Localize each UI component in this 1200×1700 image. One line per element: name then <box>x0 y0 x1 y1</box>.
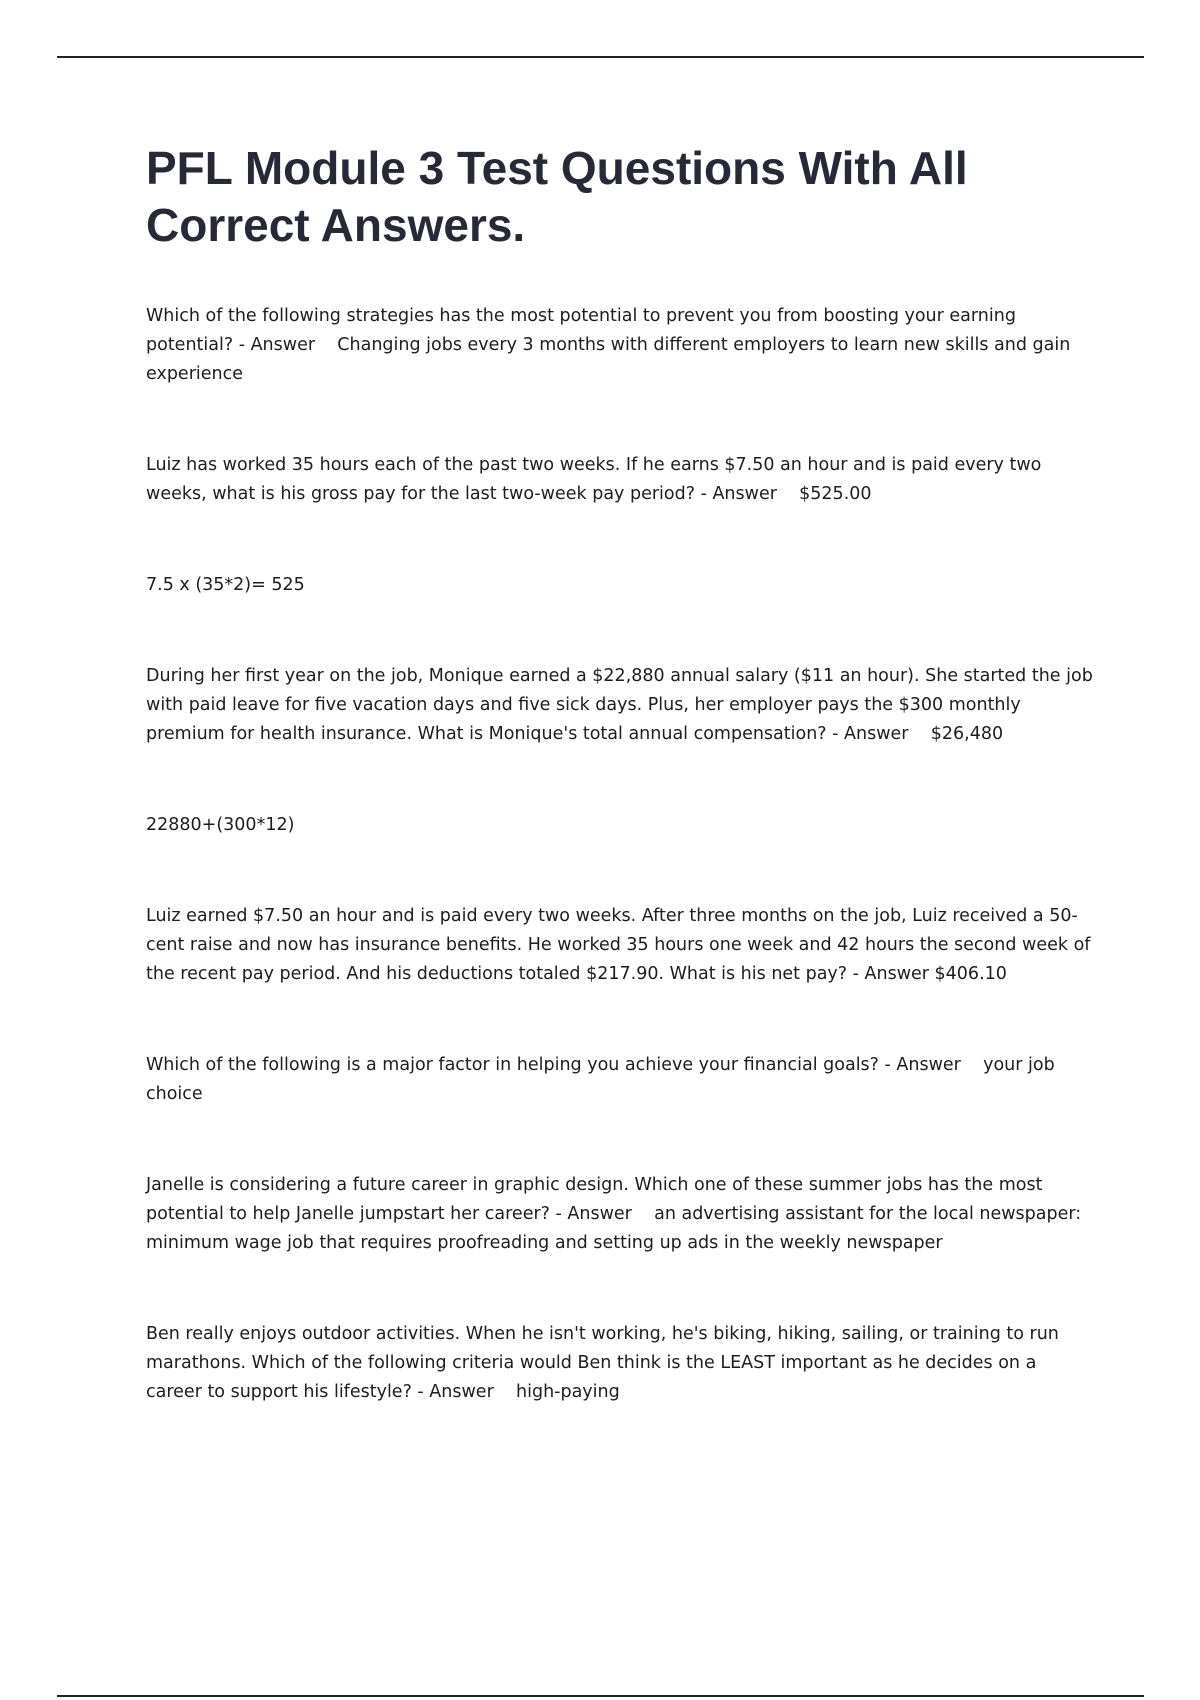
top-divider <box>57 56 1144 58</box>
qa-block-7: Ben really enjoys outdoor activities. When he isn't working, he's biking, hiking, sailing, or training to run marathons. Which of the following criteria would Ben think is the LEAST important as he decides on a career to support his lifestyle? - Answer high-paying <box>146 1324 1065 1402</box>
bottom-divider <box>57 1695 1144 1697</box>
qa-block-5: Which of the following is a major factor in helping you achieve your financial goals? - Answer your job choice <box>146 1055 1061 1104</box>
qa-block-6: Janelle is considering a future career in graphic design. Which one of these summer jobs has the most potential to help Janelle jumpstart her career? - Answer an advertising assistant for the local newspaper: minimum wage job that requires proofreading and setting up ads in the weekly newspaper <box>146 1175 1087 1253</box>
calculation-note-2: 22880+(300*12) <box>146 815 295 835</box>
qa-block-1: Which of the following strategies has the most potential to prevent you from boosting your earning potential? - Answer Changing jobs every 3 months with different employers to learn new skills and gain experience <box>146 306 1076 384</box>
qa-block-3: During her first year on the job, Monique earned a $22,880 annual salary ($11 an hour). She started the job with paid leave for five vacation days and five sick days. Plus, her employer pays the $300 monthly premium for health insurance. What is Monique's total annual compensation? - Answer $26,480 <box>146 666 1099 744</box>
qa-block-4: Luiz earned $7.50 an hour and is paid every two weeks. After three months on the job, Luiz received a 50-cent raise and now has insurance benefits. He worked 35 hours one week and 42 hours the second week of the recent pay period. And his deductions totaled $217.90. What is his net pay? - Answer $406.10 <box>146 906 1097 984</box>
document-body <box>146 140 1099 1407</box>
qa-block-2: Luiz has worked 35 hours each of the past two weeks. If he earns $7.50 an hour and is paid every two weeks, what is his gross pay for the last two-week pay period? - Answer $525.00 <box>146 455 1047 504</box>
qa-list <box>146 302 1099 1407</box>
document-title: PFL Module 3 Test Questions With All Correct Answers. <box>146 142 968 251</box>
calculation-note-1: 7.5 x (35*2)= 525 <box>146 575 305 595</box>
